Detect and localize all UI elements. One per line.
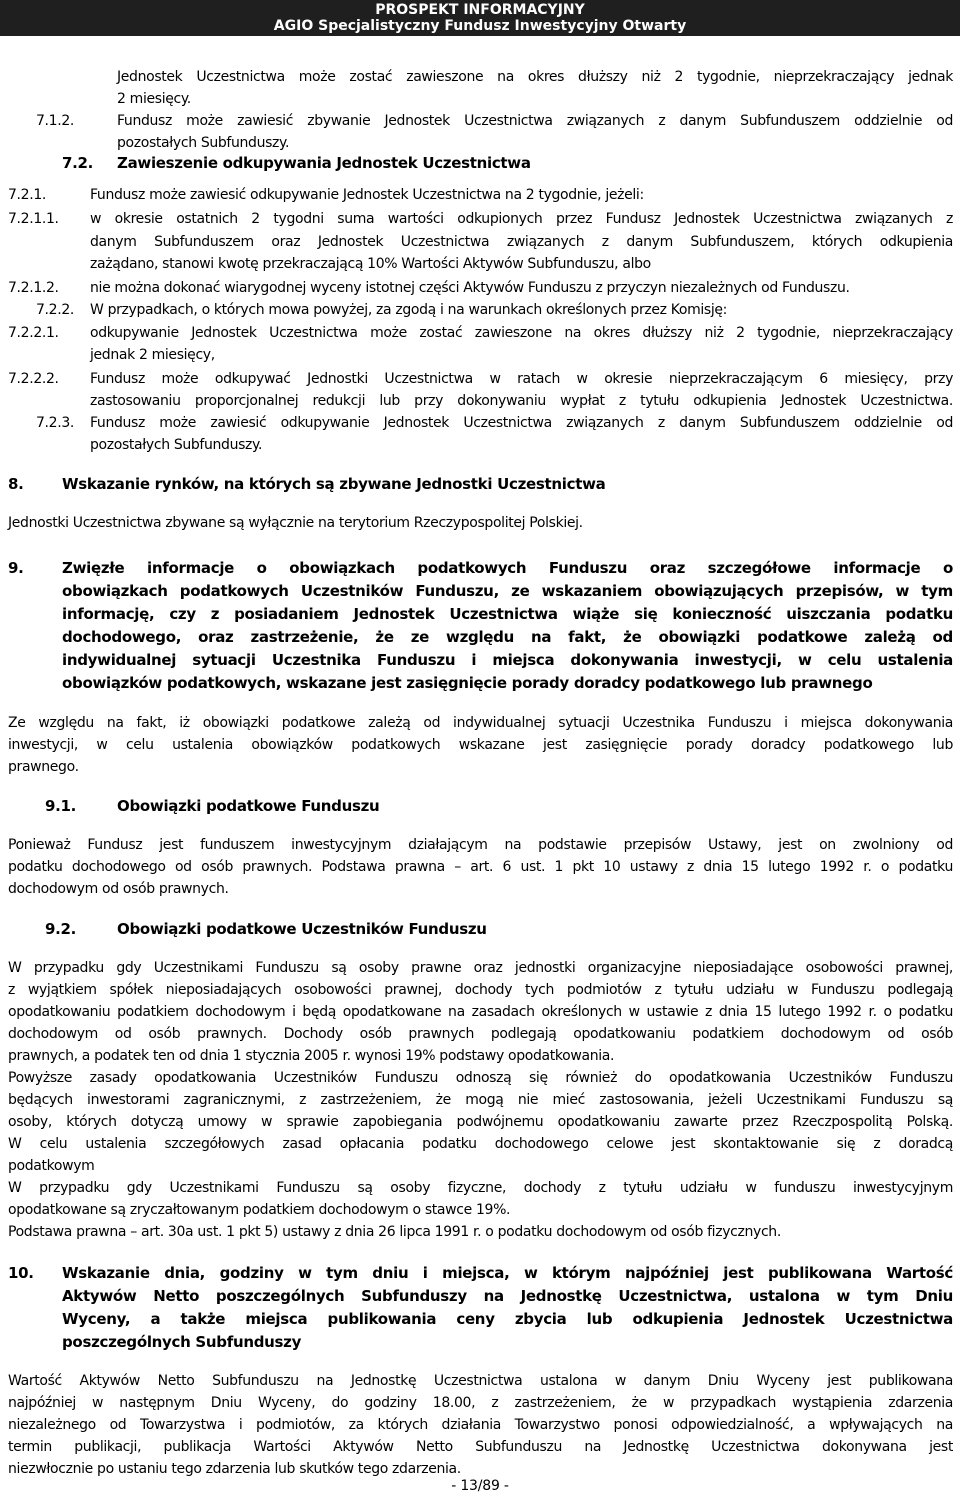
section-number: 7.2.2. <box>36 302 74 318</box>
page-header <box>0 0 960 36</box>
section-number: 9.1. <box>45 797 77 815</box>
section-number: 7.2.3. <box>36 415 74 431</box>
text-line: Jednostek Uczestnictwa może zostać zawieszone na okres dłuższy niż 2 tygodnie, nieprzekraczający jednak <box>117 69 953 85</box>
section-number: 9.2. <box>45 920 77 938</box>
section-number: 8. <box>8 475 24 493</box>
section-heading: informację, czy z posiadaniem Jednostek Uczestnictwa wiąże się konieczność uiszczania podatku <box>62 605 953 623</box>
section-heading: Aktywów Netto poszczególnych Subfunduszy na Jednostkę Uczestnictwa, ustalona w tym Dniu <box>62 1287 953 1305</box>
text-line: osoby, których dotyczą umowy w sprawie zapobiegania podwójnemu opodatkowaniu zawarte przez Rzeczpospolitą Polską. <box>8 1114 953 1130</box>
text-line: Fundusz może zawiesić odkupywanie Jednostek Uczestnictwa związanych z danym Subfunduszem oddzielnie od <box>90 415 953 431</box>
text-line: nie można dokonać wiarygodnej wyceny istotnej części Aktywów Funduszu z przyczyn niezależnych od Funduszu. <box>90 280 850 296</box>
text-line: podatkowym <box>8 1158 95 1174</box>
text-line: niezwłocznie po ustaniu tego zdarzenia lub skutków tego zdarzenia. <box>8 1461 461 1477</box>
text-line: zastosowaniu proporcjonalnej redukcji lub przy dokonywaniu wypłat z tytułu odkupienia Jednostek Uczestnictwa. <box>90 393 953 409</box>
section-number: 9. <box>8 559 24 577</box>
page-number: - 13/89 - <box>451 1478 509 1494</box>
text-line: pozostałych Subfunduszy. <box>90 437 263 453</box>
text-line: Ze względu na fakt, iż obowiązki podatkowe zależą od indywidualnej sytuacji Uczestnika Funduszu i miejsca dokonywania <box>8 715 953 731</box>
text-line: inwestycji, w celu ustalenia obowiązków podatkowych wskazane jest zasięgnięcie porady doradcy podatkowego lub <box>8 737 953 753</box>
section-heading: dochodowego, oraz zastrzeżenie, że ze względu na fakt, że obowiązki podatkowe zależą od <box>62 628 953 646</box>
section-heading: Obowiązki podatkowe Uczestników Funduszu <box>117 920 487 938</box>
text-line: dochodowym od osób prawnych. <box>8 881 229 897</box>
section-heading: poszczególnych Subfunduszy <box>62 1333 302 1351</box>
section-number: 7.1.2. <box>36 113 74 129</box>
text-line: z wyjątkiem spółek nieposiadających osobowości prawnej, dochody tych podmiotów z tytułu udziału w Funduszu podlegają <box>8 982 953 998</box>
section-heading: Obowiązki podatkowe Funduszu <box>117 797 380 815</box>
text-line: danym Subfunduszem oraz Jednostek Uczestnictwa związanych z danym Subfunduszem, których odkupienia <box>90 234 953 250</box>
text-line: Jednostki Uczestnictwa zbywane są wyłącznie na terytorium Rzeczypospolitej Polskiej. <box>8 515 583 531</box>
text-line: będących inwestorami zagranicznymi, z zastrzeżeniem, że mogą nie mieć zastosowania, jeżeli Uczestnikami Funduszu są <box>8 1092 953 1108</box>
section-number: 7.2.1.2. <box>8 280 59 296</box>
text-line: w okresie ostatnich 2 tygodni suma wartości odkupionych przez Fundusz Jednostek Uczestnictwa związanych z <box>90 211 953 227</box>
section-heading: indywidualnej sytuacji Uczestnika Funduszu i miejsca dokonywania inwestycji, w celu ustalenia <box>62 651 953 669</box>
section-number: 7.2.1. <box>8 187 46 203</box>
text-line: Podstawa prawna – art. 30a ust. 1 pkt 5) ustawy z dnia 26 lipca 1991 r. o podatku dochodowym od osób fizycznych. <box>8 1224 781 1240</box>
text-line: niezależnego od Towarzystwa i podmiotów, za których działania Towarzystwo ponosi odpowiedzialność, a wpływających na <box>8 1417 953 1433</box>
section-heading: Zwięzłe informacje o obowiązkach podatkowych Funduszu oraz szczegółowe informacje o <box>62 559 953 577</box>
text-line: pozostałych Subfunduszy. <box>117 135 290 151</box>
text-line: W przypadkach, o których mowa powyżej, za zgodą i na warunkach określonych przez Komisję: <box>90 302 728 318</box>
text-line: Wartość Aktywów Netto Subfunduszu na Jednostkę Uczestnictwa ustalona w danym Dniu Wyceny jest publikowana <box>8 1373 953 1389</box>
section-heading: Wskazanie rynków, na których są zbywane Jednostki Uczestnictwa <box>62 475 606 493</box>
text-line: W przypadku gdy Uczestnikami Funduszu są osoby prawne oraz jednostki organizacyjne nieposiadające osobowości prawnej, <box>8 960 953 976</box>
text-line: najpóźniej w następnym Dniu Wyceny, do godziny 18.00, z zastrzeżeniem, że w przypadkach wystąpienia zdarzenia <box>8 1395 953 1411</box>
text-line: prawnego. <box>8 759 79 775</box>
section-number: 7.2. <box>62 154 94 172</box>
text-line: Fundusz może odkupywać Jednostki Uczestnictwa w ratach w okresie nieprzekraczającym 6 miesięcy, przy <box>90 371 953 387</box>
header-fund-name: AGIO Specjalistyczny Fundusz Inwestycyjny Otwarty <box>273 18 687 34</box>
text-line: Ponieważ Fundusz jest funduszem inwestycyjnym działającym na podstawie przepisów Ustawy, jest on zwolniony od <box>8 837 953 853</box>
section-number: 10. <box>8 1264 34 1282</box>
text-line: opodatkowaniu podatkiem dochodowym i będą opodatkowane na zasadach określonych w ustawie z dnia 15 lutego 1992 r. o podatku <box>8 1004 953 1020</box>
text-line: W celu ustalenia szczegółowych zasad opłacania podatku dochodowego celowe jest skontaktowanie się z doradcą <box>8 1136 953 1152</box>
section-number: 7.2.1.1. <box>8 211 59 227</box>
section-heading: obowiązków podatkowych, wskazane jest zasięgnięcie porady doradcy podatkowego lub prawnego <box>62 674 873 692</box>
text-line: odkupywanie Jednostek Uczestnictwa może zostać zawieszone na okres dłuższy niż 2 tygodnie, nieprzekraczający <box>90 325 953 341</box>
text-line: Fundusz może zawiesić zbywanie Jednostek Uczestnictwa związanych z danym Subfunduszem oddzielnie od <box>117 113 953 129</box>
text-line: dochodowym od osób prawnych. Dochody osób prawnych podlegają opodatkowaniu podatkiem dochodowym od osób <box>8 1026 953 1042</box>
section-heading: Wyceny, a także miejsca publikowania ceny zbycia lub odkupienia Jednostek Uczestnictwa <box>62 1310 953 1328</box>
section-heading: Wskazanie dnia, godziny w tym dniu i miejsca, w którym najpóźniej jest publikowana Wartość <box>62 1264 953 1282</box>
text-line: W przypadku gdy Uczestnikami Funduszu są osoby fizyczne, dochody z tytułu udziału w funduszu inwestycyjnym <box>8 1180 953 1196</box>
section-heading: Zawieszenie odkupywania Jednostek Uczestnictwa <box>117 154 531 172</box>
text-line: podatku dochodowego od osób prawnych. Podstawa prawna – art. 6 ust. 1 pkt 10 ustawy z dnia 15 lutego 1992 r. o podatku <box>8 859 953 875</box>
section-heading: obowiązkach podatkowych Uczestników Funduszu, ze wskazaniem obowiązujących przepisów, w tym <box>62 582 953 600</box>
text-line: termin publikacji, publikacja Wartości Aktywów Netto Subfunduszu na Jednostkę Uczestnictwa dokonywana jest <box>8 1439 953 1455</box>
text-line: opodatkowane są zryczałtowanym podatkiem dochodowym o stawce 19%. <box>8 1202 511 1218</box>
header-title: PROSPEKT INFORMACYJNY <box>375 2 585 18</box>
text-line: Powyższe zasady opodatkowania Uczestników Funduszu odnoszą się również do opodatkowania Uczestników Funduszu <box>8 1070 953 1086</box>
text-line: zażądano, stanowi kwotę przekraczającą 10% Wartości Aktywów Subfunduszu, albo <box>90 256 651 272</box>
text-line: 2 miesięcy. <box>117 91 191 107</box>
text-line: jednak 2 miesięcy, <box>90 347 215 363</box>
text-line: prawnych, a podatek ten od dnia 1 stycznia 2005 r. wynosi 19% podstawy opodatkowania. <box>8 1048 615 1064</box>
section-number: 7.2.2.1. <box>8 325 59 341</box>
section-number: 7.2.2.2. <box>8 371 59 387</box>
text-line: Fundusz może zawiesić odkupywanie Jednostek Uczestnictwa na 2 tygodnie, jeżeli: <box>90 187 644 203</box>
